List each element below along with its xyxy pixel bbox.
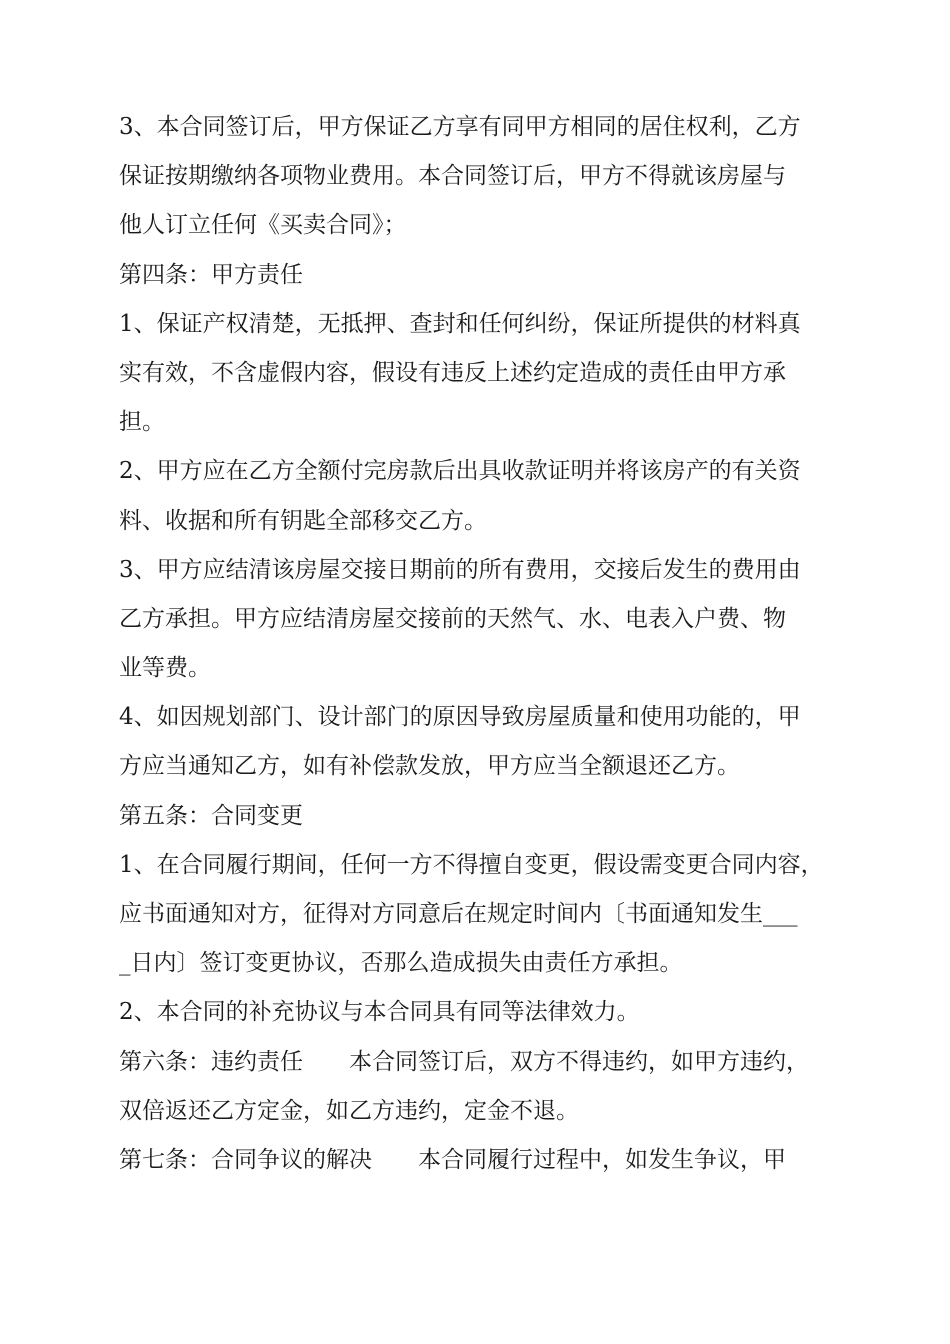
text-line: 方应当通知乙方，如有补偿款发放，甲方应当全额退还乙方。	[119, 753, 740, 780]
text-line: 1、保证产权清楚，无抵押、查封和任何纠纷，保证所提供的材料真	[119, 310, 801, 337]
text-line: 保证按期缴纳各项物业费用。本合同签订后，甲方不得就该房屋与	[119, 163, 786, 190]
section-heading: 第七条：合同争议的解决 本合同履行过程中，如发生争议，甲	[119, 1146, 786, 1173]
document-body	[119, 103, 835, 1185]
text-line: 2、甲方应在乙方全额付完房款后出具收款证明并将该房产的有关资	[119, 458, 801, 485]
section-heading: 第六条：违约责任 本合同签订后，双方不得违约，如甲方违约，	[119, 1048, 809, 1075]
text-line: 1、在合同履行期间，任何一方不得擅自变更，假设需变更合同内容，	[119, 851, 824, 878]
text-line: 他人订立任何《买卖合同》；	[119, 212, 407, 239]
text-line: 3、甲方应结清该房屋交接日期前的所有费用，交接后发生的费用由	[119, 556, 801, 583]
text-line: 应书面通知对方，征得对方同意后在规定时间内〔书面通知发生___	[119, 901, 798, 927]
section-heading: 第五条：合同变更	[119, 802, 303, 829]
text-line: 实有效，不含虚假内容，假设有违反上述约定造成的责任由甲方承	[119, 359, 786, 386]
text-line: 2、本合同的补充协议与本合同具有同等法律效力。	[119, 999, 640, 1026]
text-line: 乙方承担。甲方应结清房屋交接前的天然气、水、电表入户费、物	[119, 605, 786, 632]
text-line: 担。	[119, 409, 165, 436]
text-line: 4、如因规划部门、设计部门的原因导致房屋质量和使用功能的，甲	[119, 704, 801, 731]
text-line: 料、收据和所有钥匙全部移交乙方。	[119, 507, 487, 534]
text-line: _日内〕签订变更协议，否那么造成损失由责任方承担。	[119, 950, 683, 977]
text-line: 双倍返还乙方定金，如乙方违约，定金不退。	[119, 1097, 579, 1124]
section-heading: 第四条：甲方责任	[119, 261, 303, 288]
text-line: 业等费。	[119, 655, 211, 682]
text-line: 3、本合同签订后，甲方保证乙方享有同甲方相同的居住权利，乙方	[119, 114, 801, 140]
